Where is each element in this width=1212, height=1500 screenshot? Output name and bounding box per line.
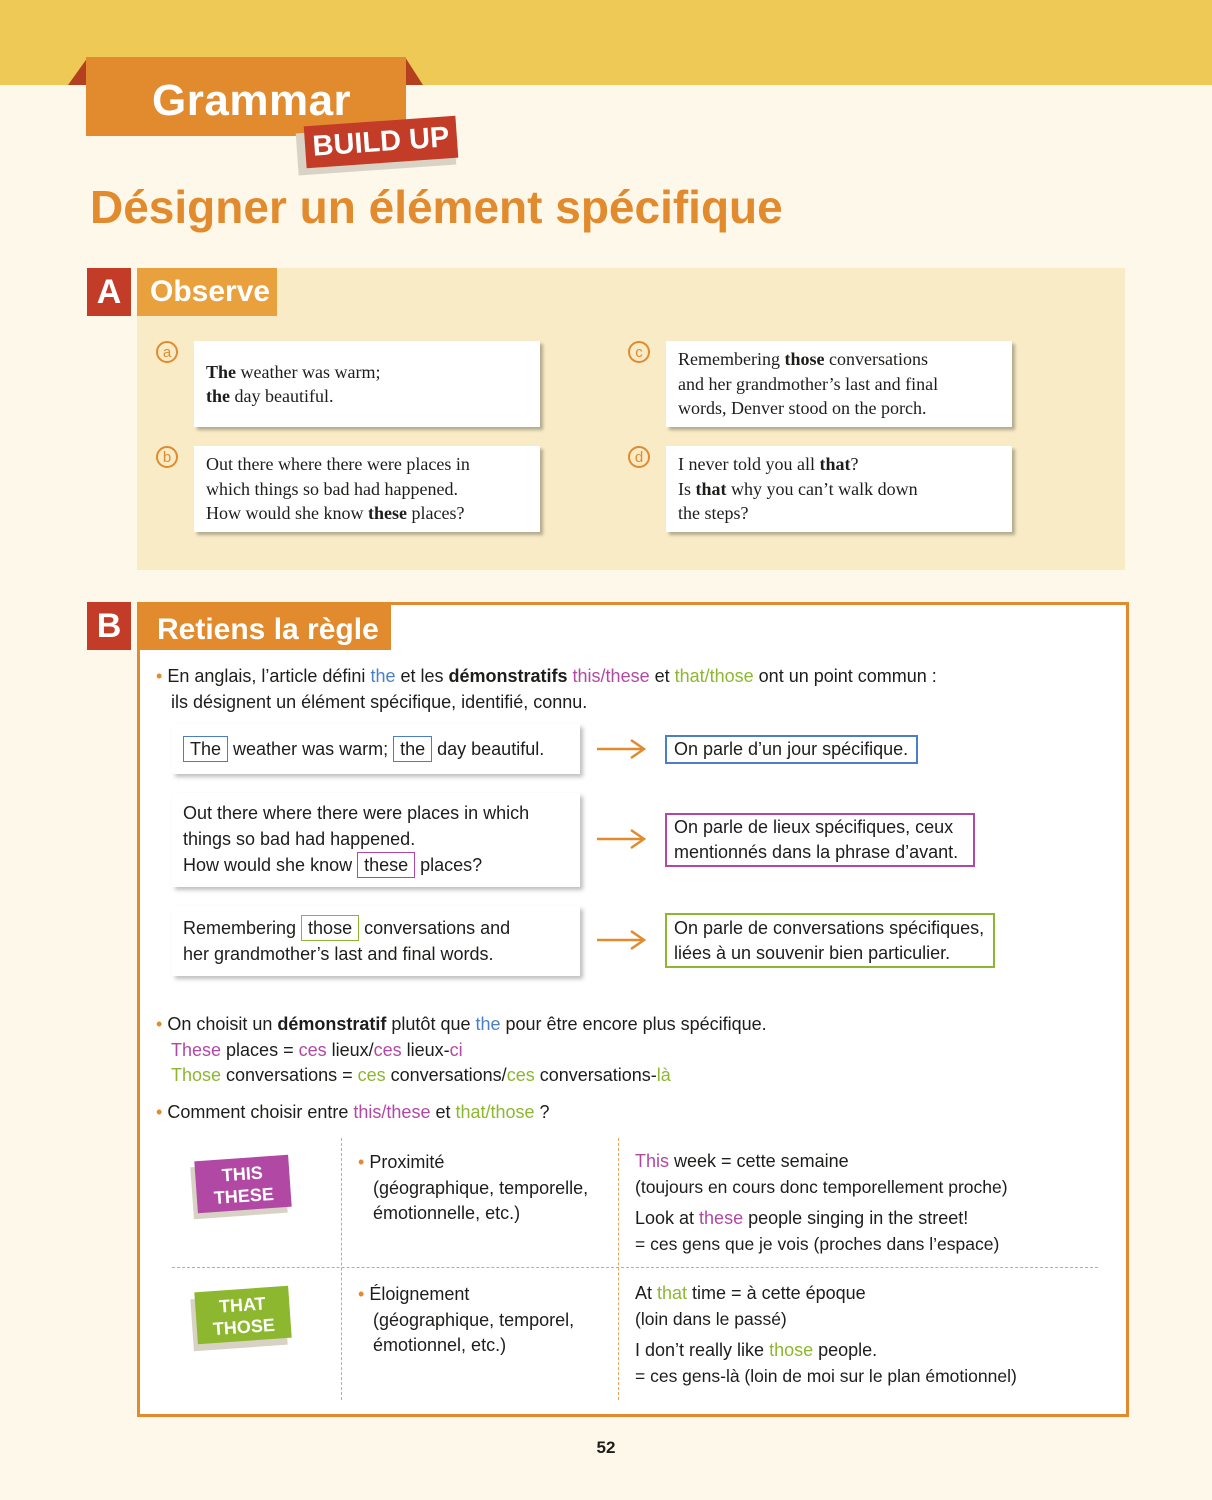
text-segment: the bbox=[370, 666, 396, 686]
example-box-2 bbox=[172, 793, 580, 887]
text-segment: this/these bbox=[572, 666, 650, 686]
text-segment: ces bbox=[357, 1065, 386, 1085]
tag-these-word: THESE bbox=[213, 1183, 275, 1209]
marker-d: d bbox=[628, 446, 650, 468]
text-line: Remembering those conversations bbox=[678, 349, 928, 370]
text-line: the steps? bbox=[678, 503, 749, 524]
rule2-line1 bbox=[156, 1012, 767, 1038]
text-segment: that bbox=[695, 478, 727, 499]
text-segment: = ces gens que je vois (proches dans l’espace) bbox=[635, 1233, 1000, 1254]
rule1-line2: ils désignent un élément spécifique, identifié, connu. bbox=[171, 692, 588, 712]
text-line: I don’t really like those people. bbox=[635, 1340, 878, 1360]
text-line: Is that why you can’t walk down bbox=[678, 478, 918, 499]
criterion-distance bbox=[358, 1282, 574, 1359]
text-segment: démonstratif bbox=[277, 1014, 387, 1034]
bullet: • bbox=[358, 1284, 365, 1304]
text-line: Remembering those conversations and bbox=[183, 915, 569, 942]
text-segment: that/those bbox=[455, 1102, 535, 1122]
result-box-1 bbox=[665, 735, 918, 764]
text-line: her grandmother’s last and final words. bbox=[183, 943, 494, 964]
table-row-divider bbox=[172, 1267, 1098, 1268]
text-line: things so bad had happened. bbox=[183, 828, 416, 849]
text-segment: These bbox=[171, 1040, 222, 1060]
text-segment: those bbox=[784, 349, 825, 370]
text-line: I never told you all that? bbox=[678, 454, 859, 475]
rule1-text: En anglais, l’article défini the et les démonstratifs this/these et that/those ont un point commun : bbox=[167, 666, 937, 686]
text-segment: those bbox=[769, 1340, 814, 1360]
rule3-line1 bbox=[156, 1100, 550, 1126]
text-segment: these bbox=[368, 503, 407, 524]
text-line: Look at these people singing in the street! bbox=[635, 1208, 969, 1228]
rule3-text: Comment choisir entre this/these et that/those ? bbox=[167, 1102, 550, 1122]
page-title: Désigner un élément spécifique bbox=[90, 181, 783, 233]
text-line: Out there where there were places in which bbox=[183, 803, 530, 824]
text-segment: The bbox=[206, 361, 237, 382]
result-box-2 bbox=[665, 813, 975, 867]
text-line: liées à un souvenir bien particulier. bbox=[674, 942, 951, 963]
text-segment: là bbox=[656, 1065, 671, 1085]
criterion-detail: (géographique, temporel, bbox=[373, 1309, 575, 1330]
criterion-title: Proximité bbox=[369, 1152, 445, 1172]
arrow-icon bbox=[595, 827, 647, 851]
text-segment: = ces gens-là (loin de moi sur le plan émotionnel) bbox=[635, 1365, 1017, 1386]
table-divider-2 bbox=[618, 1138, 619, 1400]
text-line: On parle de lieux spécifiques, ceux bbox=[674, 817, 954, 837]
tag-this-these bbox=[194, 1155, 291, 1213]
text-segment: démonstratifs bbox=[448, 666, 568, 686]
text-segment: this/these bbox=[353, 1102, 431, 1122]
observe-box-b bbox=[194, 446, 540, 532]
text-segment: these bbox=[357, 852, 415, 878]
marker-b: b bbox=[156, 446, 178, 468]
observe-box-a bbox=[194, 341, 540, 427]
text-line: How would she know these places? bbox=[183, 852, 569, 879]
banner-fold-right bbox=[405, 57, 423, 85]
result-box-3 bbox=[665, 913, 995, 968]
text-segment: ces bbox=[298, 1040, 327, 1060]
tag-that-those bbox=[194, 1286, 291, 1344]
rule1-line1 bbox=[156, 664, 937, 690]
table-divider-1 bbox=[341, 1138, 342, 1400]
criterion-detail: (géographique, temporelle, bbox=[373, 1177, 589, 1198]
rule2-line2: These places = ces lieux/ces lieux-ci bbox=[171, 1040, 463, 1060]
tag-this-word: THIS bbox=[221, 1162, 264, 1186]
text-line: The weather was warm; bbox=[206, 361, 381, 382]
section-b-title: Retiens la règle bbox=[137, 602, 391, 650]
text-line: This week = cette semaine bbox=[635, 1151, 849, 1171]
criterion-detail: émotionnel, etc.) bbox=[373, 1335, 507, 1355]
section-b-letter: B bbox=[87, 602, 131, 650]
example-box-3 bbox=[172, 906, 580, 976]
text-segment: the bbox=[393, 736, 432, 762]
text-segment: that bbox=[657, 1283, 688, 1303]
text-segment: that/those bbox=[674, 666, 754, 686]
marker-a: a bbox=[156, 341, 178, 363]
text-line: How would she know these places? bbox=[206, 503, 465, 524]
text-line bbox=[635, 1232, 999, 1258]
text-line bbox=[635, 1307, 866, 1333]
text-line: The weather was warm; the day beautiful. bbox=[183, 736, 569, 763]
bullet: • bbox=[156, 1102, 163, 1122]
arrow-icon bbox=[595, 928, 647, 952]
text-line: On parle de conversations spécifiques, bbox=[674, 917, 985, 938]
text-line: words, Denver stood on the porch. bbox=[678, 398, 927, 419]
text-line: At that time = à cette époque bbox=[635, 1283, 866, 1303]
text-line bbox=[635, 1364, 1017, 1390]
rule2-line3: Those conversations = ces conversations/ces conversations-là bbox=[171, 1065, 671, 1085]
text-line: mentionnés dans la phrase d’avant. bbox=[674, 842, 959, 862]
page-number: 52 bbox=[596, 1438, 616, 1457]
example-proximity-2 bbox=[635, 1206, 999, 1257]
section-a-title: Observe bbox=[137, 268, 277, 316]
bullet: • bbox=[358, 1152, 365, 1172]
example-proximity-1 bbox=[635, 1149, 1008, 1200]
observe-box-c bbox=[666, 341, 1012, 427]
text-segment: This bbox=[635, 1151, 670, 1171]
text-segment: the bbox=[206, 386, 230, 406]
text-line: and her grandmother’s last and final bbox=[678, 373, 939, 394]
text-segment: these bbox=[699, 1208, 744, 1228]
tag-those-word: THOSE bbox=[212, 1314, 276, 1340]
example-distance-1 bbox=[635, 1281, 866, 1332]
bullet: • bbox=[156, 1014, 163, 1034]
text-segment: that bbox=[819, 454, 851, 475]
banner-fold-left bbox=[68, 57, 88, 85]
text-segment: ces bbox=[506, 1065, 535, 1085]
observe-box-d bbox=[666, 446, 1012, 532]
text-line bbox=[635, 1175, 1008, 1201]
criterion-title: Éloignement bbox=[369, 1284, 470, 1304]
bullet: • bbox=[156, 666, 163, 686]
grammar-label: Grammar bbox=[152, 76, 352, 125]
example-distance-2 bbox=[635, 1338, 1017, 1389]
build-up-label: BUILD UP bbox=[304, 116, 459, 169]
text-segment: Those bbox=[171, 1065, 222, 1085]
criterion-detail: émotionnelle, etc.) bbox=[373, 1203, 521, 1223]
text-line: On parle d’un jour spécifique. bbox=[674, 739, 909, 759]
text-line: the day beautiful. bbox=[206, 386, 334, 406]
text-segment: those bbox=[301, 915, 359, 941]
arrow-icon bbox=[595, 737, 647, 761]
text-line: Out there where there were places in bbox=[206, 454, 470, 475]
text-segment: (loin dans le passé) bbox=[635, 1308, 787, 1329]
text-segment: the bbox=[475, 1014, 501, 1034]
text-segment: ci bbox=[449, 1040, 463, 1060]
text-segment: ces bbox=[373, 1040, 402, 1060]
text-line: which things so bad had happened. bbox=[206, 478, 458, 499]
marker-c: c bbox=[628, 341, 650, 363]
rule2-text: On choisit un démonstratif plutôt que the pour être encore plus spécifique. bbox=[167, 1014, 767, 1034]
tag-that-word: THAT bbox=[218, 1293, 267, 1317]
text-segment: (toujours en cours donc temporellement proche) bbox=[635, 1176, 1008, 1197]
criterion-proximity bbox=[358, 1150, 588, 1227]
section-a-letter: A bbox=[87, 268, 131, 316]
text-segment: The bbox=[183, 736, 228, 762]
example-box-1 bbox=[172, 724, 580, 774]
